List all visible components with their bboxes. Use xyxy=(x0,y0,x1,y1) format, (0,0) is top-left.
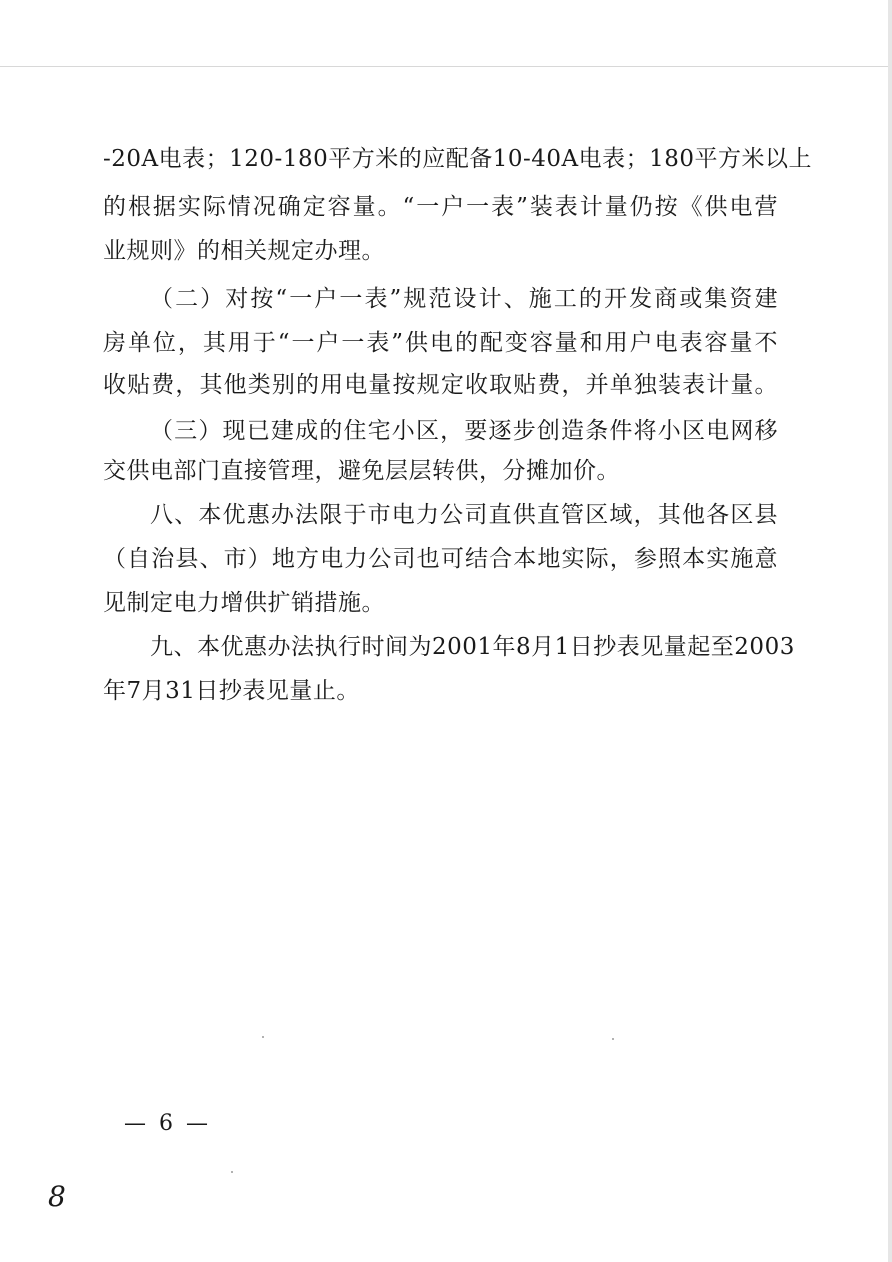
text-line-9: 八、本优惠办法限于市电力公司直供直管区域，其他各区县 xyxy=(150,502,778,528)
text-line-5: 房单位，其用于“一户一表”供电的配变容量和用户电表容量不 xyxy=(103,330,778,356)
text-line-12: 九、本优惠办法执行时间为2001年8月1日抄表见量起至2003 xyxy=(150,634,795,660)
scan-speck xyxy=(612,1038,614,1040)
scan-edge-line xyxy=(0,66,892,67)
text-line-11: 见制定电力增供扩销措施。 xyxy=(103,590,385,616)
scan-speck xyxy=(262,1036,264,1038)
text-line-4: （二）对按“一户一表”规范设计、施工的开发商或集资建 xyxy=(150,286,778,312)
text-line-13: 年7月31日抄表见量止。 xyxy=(103,678,360,704)
text-line-2: 的根据实际情况确定容量。“一户一表”装表计量仍按《供电营 xyxy=(103,194,778,220)
text-line-1: -20A电表；120-180平方米的应配备10-40A电表；180平方米以上 xyxy=(103,146,813,172)
text-line-10: （自治县、市）地方电力公司也可结合本地实际，参照本实施意 xyxy=(103,546,778,572)
handwritten-folio-number: 8 xyxy=(48,1180,66,1213)
text-line-3: 业规则》的相关规定办理。 xyxy=(103,238,385,264)
text-line-6: 收贴费，其他类别的用电量按规定收取贴费，并单独装表计量。 xyxy=(103,372,778,398)
text-line-7: （三）现已建成的住宅小区，要逐步创造条件将小区电网移 xyxy=(150,418,778,444)
scan-right-edge xyxy=(888,0,892,1262)
page-number: — 6 — xyxy=(124,1111,211,1136)
text-line-8: 交供电部门直接管理，避免层层转供，分摊加价。 xyxy=(103,458,620,484)
scan-speck xyxy=(231,1171,233,1173)
